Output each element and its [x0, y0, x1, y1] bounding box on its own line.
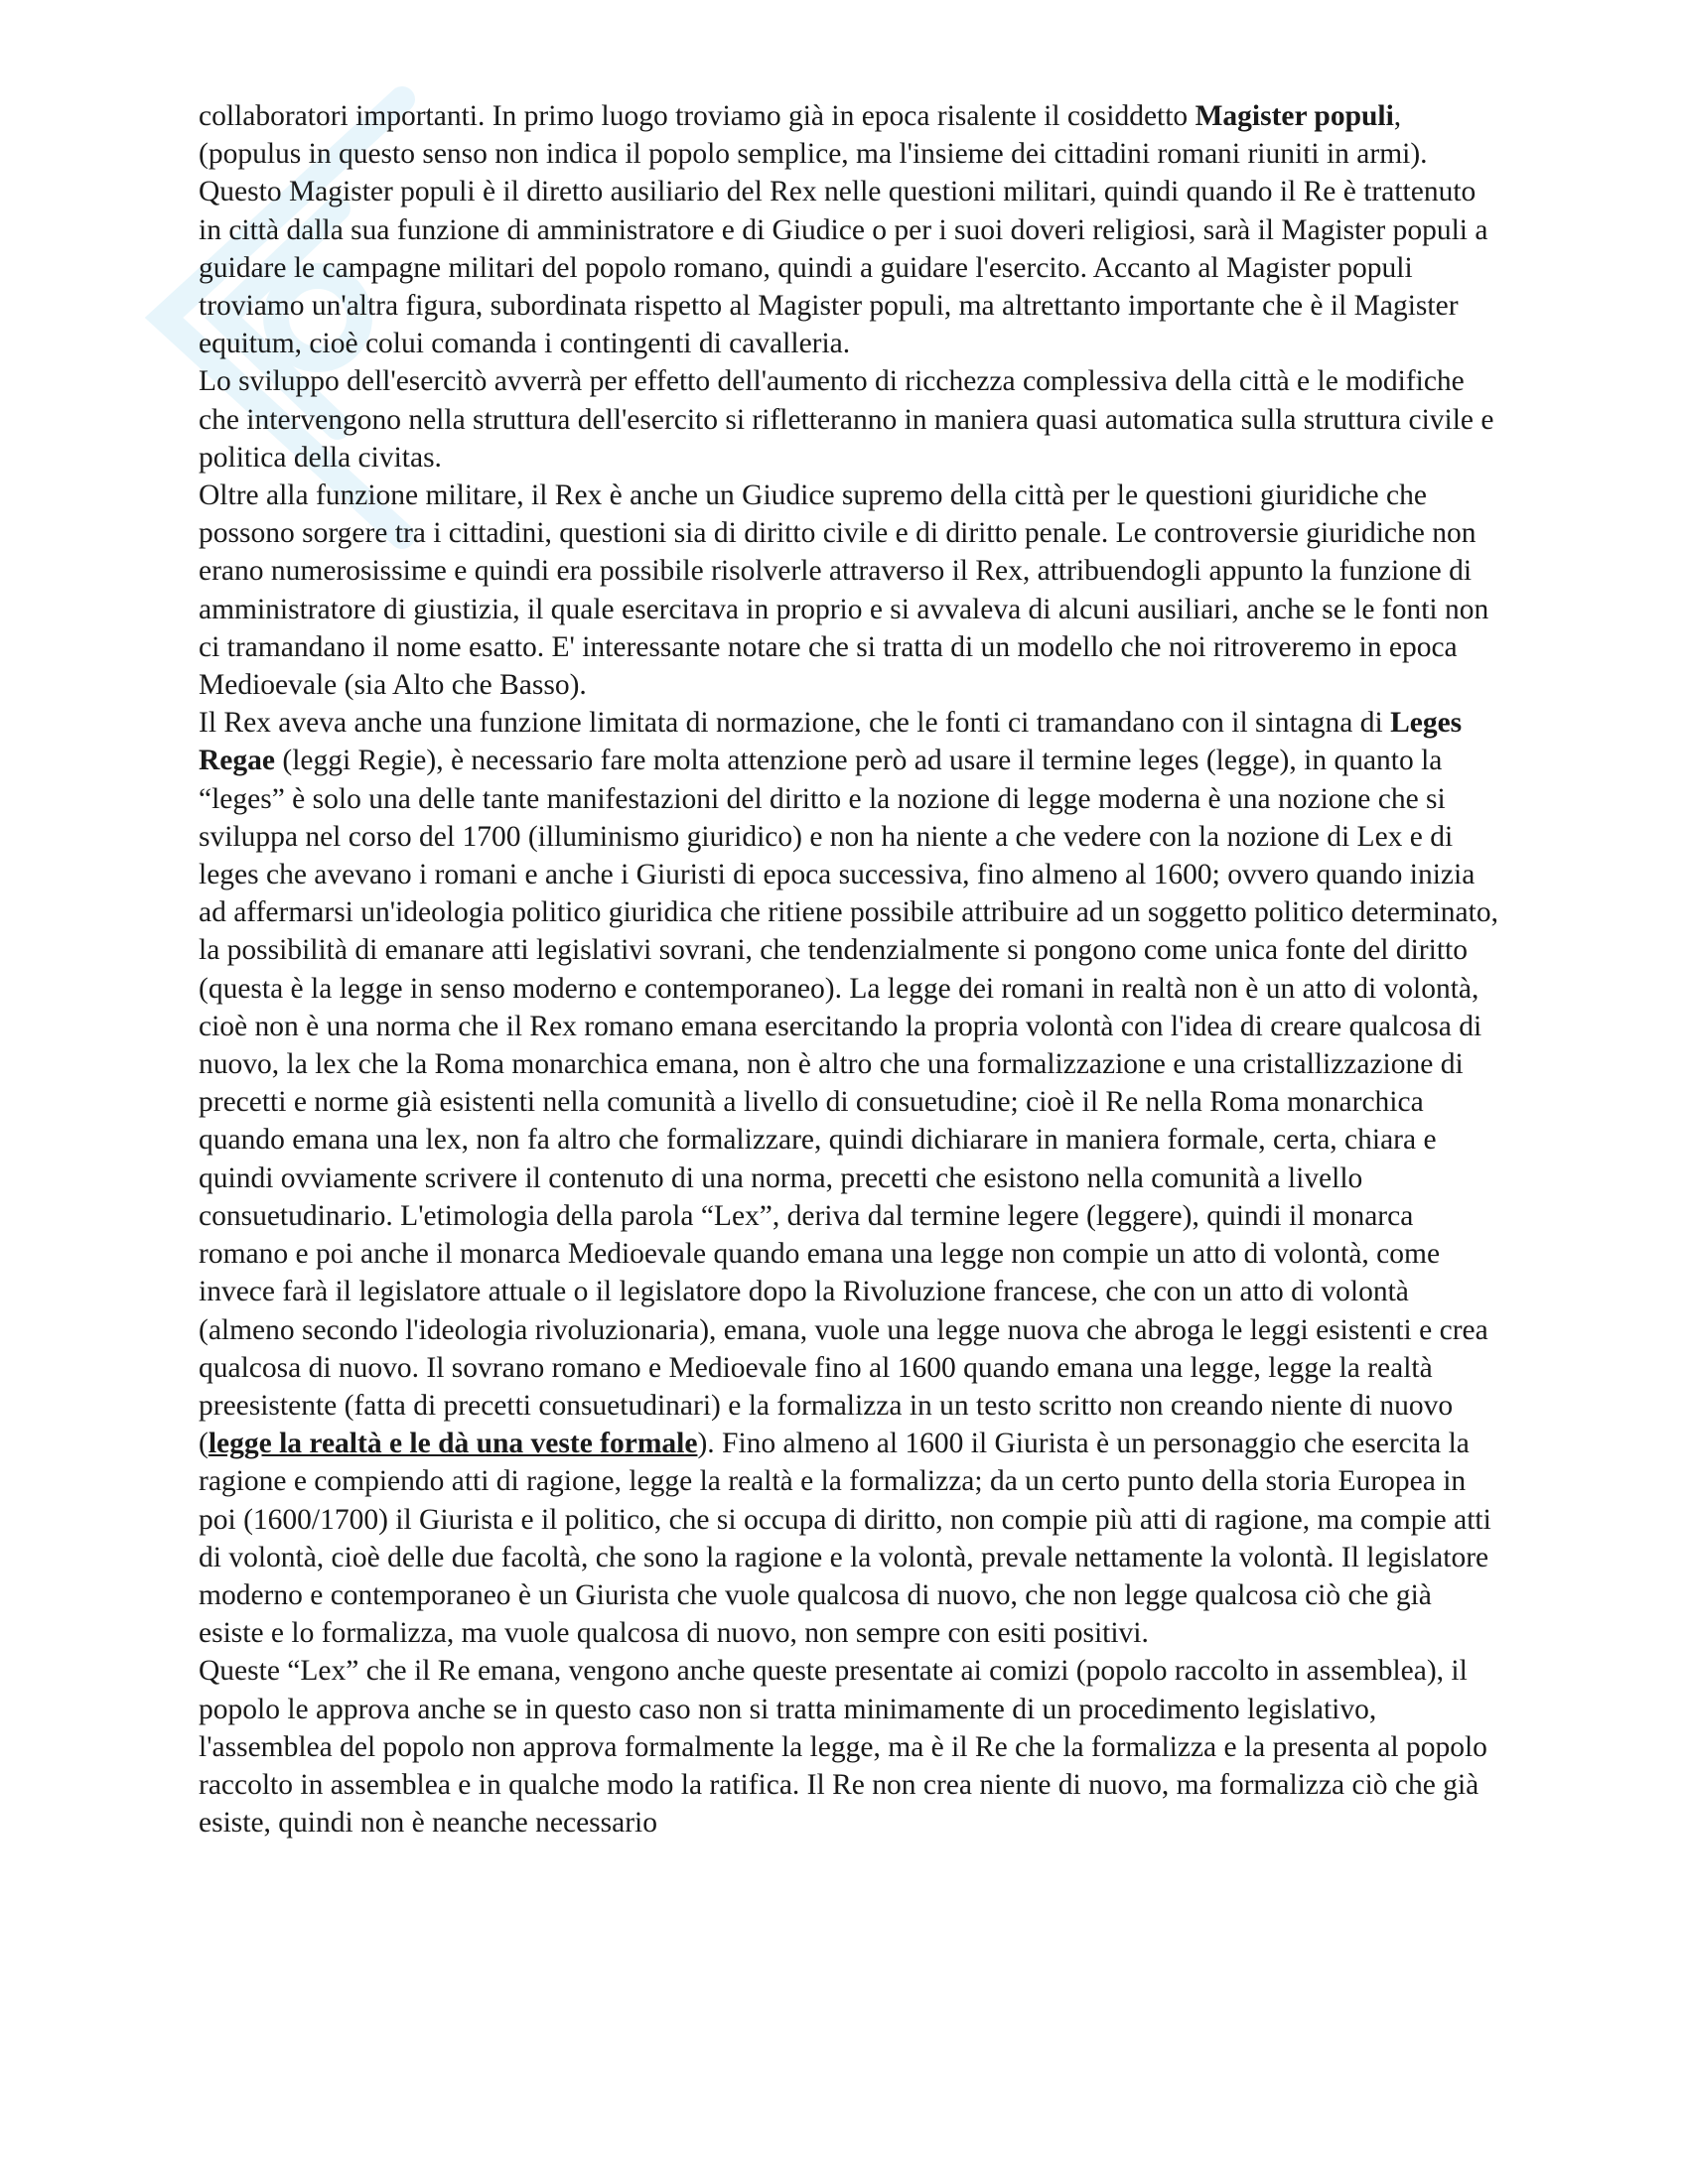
bold-term: Magister populi: [1195, 100, 1394, 132]
emphasized-underlined-text: legge la realtà e le dà una veste formale: [208, 1428, 698, 1460]
paragraph: [199, 362, 1499, 477]
text-run: ). Fino almeno al 1600 il Giurista è un personaggio che esercita la ragione e compiendo atti di ragione, legge la realtà e la formalizza; da un certo punto della storia Europea in poi (1600/1700) il Giurista e il politico, che si occupa di diritto, non compie più atti di ragione, ma compie atti di volontà, cioè delle due facoltà, che sono la ragione e la volontà, prevale nettamente la volontà. Il legislatore moderno e contemporaneo è un Giurista che vuole qualcosa di nuovo, che non legge qualcosa ciò che già esiste e lo formalizza, ma vuole qualcosa di nuovo, non sempre con esiti positivi.: [199, 1428, 1491, 1650]
document-body: [199, 97, 1499, 1842]
text-run: Queste “Lex” che il Re emana, vengono anche queste presentate ai comizi (popolo raccolto in assemblea), il popolo le approva anche se in questo caso non si tratta minimamente di un procedimento legislativo, l'assemblea del popolo non approva formalmente la legge, ma è il Re che la formalizza e la presenta al popolo raccolto in assemblea e in qualche modo la ratifica. Il Re non crea niente di nuovo, ma formalizza ciò che già esiste, quindi non è neanche necessario: [199, 1655, 1487, 1840]
paragraph: [199, 477, 1499, 704]
text-run: collaboratori importanti. In primo luogo troviamo già in epoca risalente il cosiddetto: [199, 100, 1196, 132]
paragraph: [199, 97, 1499, 362]
bold-term: Leges Regae: [199, 707, 1463, 777]
text-run: Il Rex aveva anche una funzione limitata di normazione, che le fonti ci tramandano con il sintagna di: [199, 707, 1391, 740]
paragraph: [199, 704, 1499, 1652]
text-run: Lo sviluppo dell'esercitò avverrà per effetto dell'aumento di ricchezza complessiva della città e le modifiche che intervengono nella struttura dell'esercito si rifletteranno in maniera quasi automatica sulla struttura civile e politica della civitas.: [199, 365, 1494, 474]
text-run: (leggi Regie), è necessario fare molta attenzione però ad usare il termine leges (legge), in quanto la “leges” è solo una delle tante manifestazioni del diritto e la nozione di legge moderna è una nozione che si sviluppa nel corso del 1700 (illuminismo giuridico) e non ha niente a che vedere con la nozione di Lex e di leges che avevano i romani e anche i Giuristi di epoca successiva, fino almeno al 1600; ovvero quando inizia ad affermarsi un'ideologia politico giuridica che ritiene possibile attribuire ad un soggetto politico determinato, la possibilità di emanare atti legislativi sovrani, che tendenzialmente si pongono come unica fonte del diritto (questa è la legge in senso moderno e contemporaneo). La legge dei romani in realtà non è un atto di volontà, cioè non è una norma che il Rex romano emana esercitando la propria volontà con l'idea di creare qualcosa di nuovo, la lex che la Roma monarchica emana, non è altro che una formalizzazione e una cristallizzazione di precetti e norme già esistenti nella comunità a livello di consuetudine; cioè il Re nella Roma monarchica quando emana una lex, non fa altro che formalizzare, quindi dichiarare in maniera formale, certa, chiara e quindi ovviamente scrivere il contenuto di una norma, precetti che esistono nella comunità a livello consuetudinario. L'etimologia della parola “Lex”, deriva dal termine legere (leggere), quindi il monarca romano e poi anche il monarca Medioevale quando emana una legge non compie un atto di volontà, come invece farà il legislatore attuale o il legislatore dopo la Rivoluzione francese, che con un atto di volontà (almeno secondo l'ideologia rivoluzionaria), emana, vuole una legge nuova che abroga le leggi esistenti e crea qualcosa di nuovo. Il sovrano romano e Medioevale fino al 1600 quando emana una legge, legge la realtà preesistente (fatta di precetti consuetudinari) e la formalizza in un testo scritto non creando niente di nuovo (: [199, 745, 1498, 1460]
paragraph: [199, 1652, 1499, 1842]
text-run: Oltre alla funzione militare, il Rex è anche un Giudice supremo della città per le questioni giuridiche che possono sorgere tra i cittadini, questioni sia di diritto civile e di diritto penale. Le controversie giuridiche non erano numerosissime e quindi era possibile risolverle attraverso il Rex, attribuendogli appunto la funzione di amministratore di giustizia, il quale esercitava in proprio e si avvaleva di alcuni ausiliari, anche se le fonti non ci tramandano il nome esatto. E' interessante notare che si tratta di un modello che noi ritroveremo in epoca Medioevale (sia Alto che Basso).: [199, 479, 1489, 702]
text-run: , (populus in questo senso non indica il popolo semplice, ma l'insieme dei cittadini romani riuniti in armi). Questo Magister populi è il diretto ausiliario del Rex nelle questioni militari, quindi quando il Re è trattenuto in città dalla sua funzione di amministratore e di Giudice o per i suoi doveri religiosi, sarà il Magister populi a guidare le campagne militari del popolo romano, quindi a guidare l'esercito. Accanto al Magister populi troviamo un'altra figura, subordinata rispetto al Magister populi, ma altrettanto importante che è il Magister equitum, cioè colui comanda i contingenti di cavalleria.: [199, 100, 1488, 360]
